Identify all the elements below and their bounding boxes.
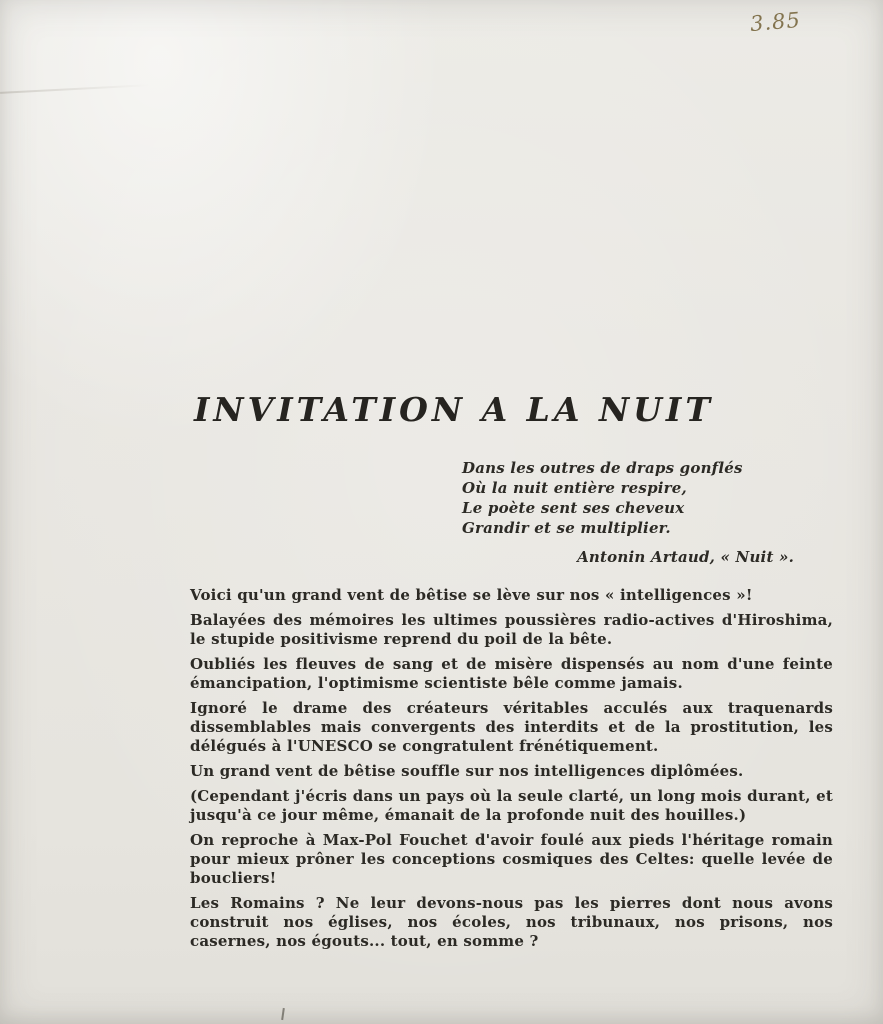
paragraph: Oubliés les fleuves de sang et de misère dispensés au nom d'une feinte émancipation, l'optimisme scientiste bêle comme jamais. <box>190 655 833 692</box>
body-text-block <box>190 586 833 957</box>
epigraph-line: Où la nuit entière respire, <box>462 479 687 497</box>
paragraph: Ignoré le drame des créateurs véritables acculés aux traquenards dissemblables mais convergents des interdits et de la prostitution, les délégués à l'UNESCO se congratulent frénétiquement. <box>190 699 833 755</box>
paragraph: On reproche à Max-Pol Fouchet d'avoir foulé aux pieds l'héritage romain pour mieux prôner les conceptions cosmiques des Celtes: quelle levée de boucliers! <box>190 831 833 887</box>
paragraph: Voici qu'un grand vent de bêtise se lève sur nos « intelligences »! <box>190 586 753 604</box>
page-title: INVITATION A LA NUIT <box>194 390 714 430</box>
epigraph-line: Grandir et se multiplier. <box>462 519 671 537</box>
paper-crease <box>0 84 150 94</box>
epigraph-line: Dans les outres de draps gonflés <box>462 459 743 477</box>
epigraph-block <box>462 458 794 567</box>
paragraph: (Cependant j'écris dans un pays où la seule clarté, un long mois durant, et jusqu'à ce jour même, émanait de la profonde nuit des houilles.) <box>190 787 833 824</box>
paragraph: Les Romains ? Ne leur devons-nous pas les pierres dont nous avons construit nos églises, nos écoles, nos tribunaux, nos prisons, nos casernes, nos égouts... tout, en somme ? <box>190 894 833 950</box>
scan-artifact-mark <box>281 1008 285 1020</box>
handwritten-annotation: 3.85 <box>749 7 802 37</box>
paragraph: Balayées des mémoires les ultimes poussières radio-actives d'Hiroshima, le stupide positivisme reprend du poil de la bête. <box>190 611 833 648</box>
epigraph-line: Le poète sent ses cheveux <box>462 499 685 517</box>
paragraph: Un grand vent de bêtise souffle sur nos intelligences diplômées. <box>190 762 744 780</box>
epigraph-attribution: Antonin Artaud, « Nuit ». <box>577 548 794 566</box>
